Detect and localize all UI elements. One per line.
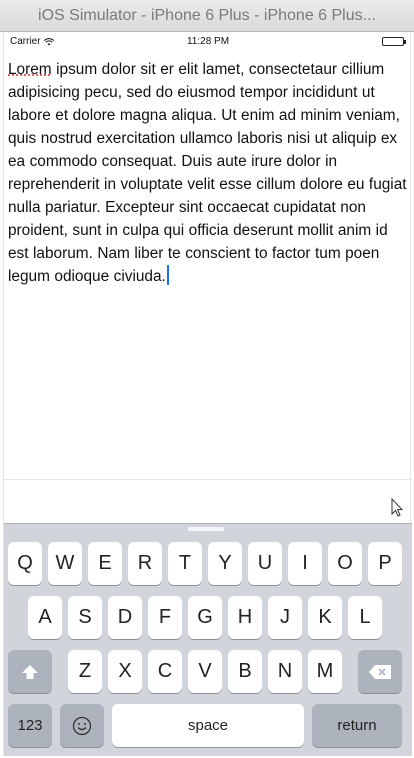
key-m[interactable]: M [308, 650, 342, 693]
mouse-pointer-icon [390, 498, 404, 518]
key-j[interactable]: J [268, 596, 302, 639]
key-g[interactable]: G [188, 596, 222, 639]
key-a[interactable]: A [28, 596, 62, 639]
key-x[interactable]: X [108, 650, 142, 693]
backspace-icon [368, 664, 392, 680]
key-b[interactable]: B [228, 650, 262, 693]
space-key[interactable]: space [112, 704, 304, 747]
emoji-icon [72, 716, 92, 736]
key-y[interactable]: Y [208, 542, 242, 585]
status-time: 11:28 PM [186, 36, 230, 47]
keyboard-divider [4, 479, 412, 480]
key-f[interactable]: F [148, 596, 182, 639]
keyboard-grabber [188, 527, 224, 531]
backspace-key[interactable] [358, 650, 402, 693]
key-s[interactable]: S [68, 596, 102, 639]
key-r[interactable]: R [128, 542, 162, 585]
text-view-body: ipsum dolor sit er elit lamet, consectetaur cillium adipisicing pecu, sed do eiusmod tempor incididunt ut labore et dolore magna aliqua. Ut enim ad minim veniam, quis nostrud exercitation ullamco laboris nisi ut aliquip ex ea commodo consequat. Duis aute irure dolor in reprehenderit in voluptate velit esse cillum dolore eu fugiat nulla pariatur. Excepteur sint occaecat cupidatat non proident, sunt in culpa qui officia deserunt mollit anim id est laborum. Nam liber te conscient to factor tum poen legum odioque civiuda. [8, 61, 407, 285]
key-n[interactable]: N [268, 650, 302, 693]
key-p[interactable]: P [368, 542, 402, 585]
key-t[interactable]: T [168, 542, 202, 585]
numbers-key[interactable]: 123 [8, 704, 52, 747]
key-o[interactable]: O [328, 542, 362, 585]
text-view[interactable] [8, 58, 408, 478]
shift-key[interactable] [8, 650, 52, 693]
key-z[interactable]: Z [68, 650, 102, 693]
key-k[interactable]: K [308, 596, 342, 639]
misspelled-word[interactable]: Lorem [8, 61, 52, 78]
emoji-key[interactable] [60, 704, 104, 747]
device-screen [3, 32, 411, 756]
status-bar [4, 32, 412, 52]
key-c[interactable]: C [148, 650, 182, 693]
text-caret [167, 265, 169, 285]
key-q[interactable]: Q [8, 542, 42, 585]
key-e[interactable]: E [88, 542, 122, 585]
window-title: iOS Simulator - iPhone 6 Plus - iPhone 6 Plus... [38, 6, 376, 24]
carrier-label: Carrier [10, 36, 41, 47]
keyboard [4, 523, 412, 756]
battery-icon [382, 37, 404, 46]
return-key[interactable]: return [312, 704, 402, 747]
key-u[interactable]: U [248, 542, 282, 585]
key-l[interactable]: L [348, 596, 382, 639]
key-w[interactable]: W [48, 542, 82, 585]
key-h[interactable]: H [228, 596, 262, 639]
simulator-title-bar [0, 0, 414, 32]
key-d[interactable]: D [108, 596, 142, 639]
key-i[interactable]: I [288, 542, 322, 585]
key-v[interactable]: V [188, 650, 222, 693]
shift-icon [21, 664, 39, 680]
